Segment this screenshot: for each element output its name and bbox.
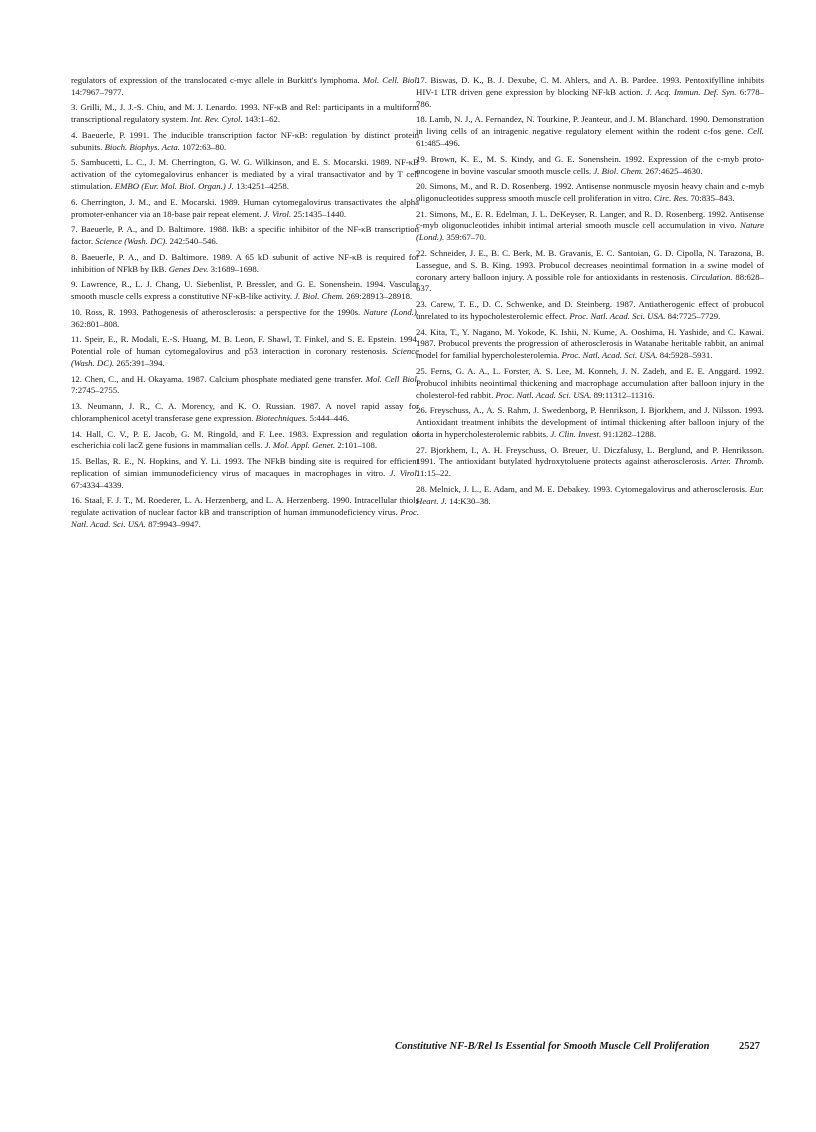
reference-journal: Proc. Natl. Acad. Sci. USA.	[495, 389, 592, 400]
reference-number: 10.	[71, 306, 82, 317]
reference-entry	[71, 224, 419, 248]
reference-journal: Cell.	[747, 126, 765, 137]
reference-journal: Bioch. Biophys. Acta.	[104, 141, 180, 152]
reference-text: regulators of expression of the translocated c-myc allele in Burkitt's lymphoma.	[71, 75, 360, 85]
reference-citation: 89:11312–11316.	[593, 389, 655, 400]
reference-citation: 67:4334–4339.	[71, 479, 124, 490]
reference-number: 6.	[71, 196, 78, 207]
reference-number: 28.	[416, 483, 427, 494]
reference-citation: 14:K30–38.	[449, 495, 491, 506]
reference-number: 22.	[416, 247, 427, 258]
reference-entry	[71, 197, 419, 221]
reference-citation: 6:778–786.	[416, 86, 764, 109]
reference-citation: 7:2745–2755.	[71, 385, 120, 396]
reference-text: Lamb, N. J., A. Fernandez, N. Tourkine, P. Jeanteur, and J. M. Blanchard. 1990. Demonstration in living cells of an intragenic negative regulatory element within the rodent c-fos gene.	[416, 114, 764, 137]
reference-citation: 84:7725–7729.	[667, 310, 721, 321]
reference-journal: J. Biol. Chem.	[294, 291, 345, 302]
reference-citation: 84:5928–5931.	[659, 350, 713, 361]
reference-text: Cherrington, J. M., and E. Mocarski. 1989. Human cytomegalovirus transactivates the alpha promoter-enhancer via an 18-base pair repeat element.	[71, 196, 419, 219]
reference-number: 16.	[71, 495, 82, 506]
reference-number: 5.	[71, 157, 78, 168]
reference-journal: EMBO (Eur. Mol. Biol. Organ.) J.	[114, 181, 234, 192]
reference-number: 24.	[416, 326, 427, 337]
reference-citation: 61:485–496.	[416, 138, 460, 149]
reference-number: 7.	[71, 224, 78, 235]
references-left-column	[71, 75, 419, 535]
reference-entry	[71, 75, 419, 99]
reference-number: 13.	[71, 401, 82, 412]
reference-citation: 91:1282–1288.	[603, 428, 657, 439]
reference-journal: Biotechniques.	[255, 412, 308, 423]
reference-text: Neumann, J. R., C. A. Morency, and K. O. Russian. 1987. A novel rapid assay for chloramphenicol acetyl transferase gene expression.	[71, 401, 420, 423]
reference-entry	[71, 374, 419, 398]
reference-journal: J. Mol. Appl. Genet.	[264, 440, 336, 451]
reference-journal: Arter. Thromb.	[711, 456, 764, 467]
reference-number: 27.	[416, 444, 427, 455]
reference-text: Grilli, M., J. J.-S. Chiu, and M. J. Lenardo. 1993. NF-κB and Rel: participants in a multiform transcriptional regulatory system.	[71, 102, 420, 125]
reference-entry	[416, 405, 764, 441]
reference-citation: 3:1689–1698.	[210, 263, 259, 274]
reference-text: Simons, M., E. R. Edelman, J. L. DeKeyser, R. Langer, and R. D. Rosenberg. 1992. Antisense c-myb oligonucleotides inhibit intimal arterial smooth muscle cell accumulation in vivo.	[416, 208, 764, 231]
reference-journal: Nature (Lond.).	[416, 220, 765, 243]
reference-text: Melnick, J. L., E. Adam, and M. E. Debakey. 1993. Cytomegalovirus and atherosclerosis.	[429, 483, 748, 494]
reference-entry	[416, 299, 764, 323]
reference-citation: 242:540–546.	[169, 236, 218, 247]
reference-journal: Circulation.	[690, 271, 733, 282]
reference-entry	[71, 157, 419, 193]
reference-citation: 88:628–637.	[416, 271, 765, 294]
reference-journal: Genes Dev.	[168, 263, 209, 274]
reference-journal: J. Acq. Immun. Def. Syn.	[645, 86, 737, 97]
reference-entry	[416, 445, 764, 481]
page-footer	[395, 1040, 768, 1054]
reference-text: Hall, C. V., P. E. Jacob, G. M. Ringold, and F. Lee. 1983. Expression and regulation of escherichia coli lacZ gene fusions in mammalian cells.	[71, 428, 419, 451]
reference-citation: 25:1435–1440.	[293, 208, 347, 219]
reference-entry	[71, 401, 419, 425]
reference-text: Baeuerle, P. A., and D. Baltimore. 1989. A 65 kD subunit of active NF-κB is required for inhibition of NFkB by IkB.	[71, 251, 419, 274]
reference-number: 14.	[71, 428, 82, 439]
reference-entry	[71, 429, 419, 453]
reference-entry	[71, 102, 419, 126]
reference-journal: Science (Wash. DC).	[95, 236, 168, 247]
reference-journal: Proc. Natl. Acad. Sci. USA.	[569, 310, 666, 321]
reference-journal: Int. Rev. Cytol.	[190, 114, 243, 125]
reference-text: Simons, M., and R. D. Rosenberg. 1992. Antisense nonmuscle myosin heavy chain and c-myb oligonucleotides suppress smooth muscle cell proliferation in vitro.	[416, 181, 764, 203]
reference-text: Baeuerle, P. 1991. The inducible transcription factor NF-κB: regulation by distinct protein subunits.	[71, 129, 419, 152]
reference-entry	[416, 484, 764, 508]
reference-text: Lawrence, R., L. J. Chang, U. Siebenlist, P. Bressler, and G. E. Sonenshein. 1994. Vascular smooth muscle cells express a constitutive NF-κB-like activity.	[71, 279, 419, 302]
reference-number: 23.	[416, 299, 427, 310]
reference-citation: 13:4251–4258.	[236, 181, 289, 192]
reference-entry	[416, 209, 764, 245]
reference-citation: 2:101–108.	[337, 440, 378, 451]
reference-number: 18.	[416, 114, 427, 125]
reference-citation: 5:444–446.	[309, 412, 350, 423]
page-number: 2527	[739, 1041, 760, 1052]
reference-text: Freyschuss, A., A. S. Rahm, J. Swedenborg, P. Henrikson, I. Bjorkhem, and J. Nilsson. 1993. Antioxidant treatment inhibits the development of intimal thickening after balloon injury of the aorta in hypercholesterolemic rabbits.	[416, 405, 764, 439]
reference-journal: Proc. Natl. Acad. Sci. USA.	[561, 350, 658, 361]
reference-entry	[71, 252, 419, 276]
reference-number: 17.	[416, 75, 427, 85]
reference-number: 15.	[71, 455, 82, 466]
reference-text: Staal, F. J. T., M. Roederer, L. A. Herzenberg, and L. A. Herzenberg. 1990. Intracellular thiols regulate activation of nuclear factor kB and transcription of human immunodeficiency virus.	[71, 495, 420, 518]
reference-number: 11.	[71, 334, 82, 345]
reference-text: Ross, R. 1993. Pathogenesis of atherosclerosis: a perspective for the 1990s.	[85, 306, 361, 317]
reference-number: 12.	[71, 373, 82, 384]
reference-journal: Mol. Cell. Biol.	[362, 75, 420, 85]
reference-citation: 359:67–70.	[446, 232, 487, 243]
reference-number: 8.	[71, 251, 78, 262]
reference-entry	[71, 495, 419, 531]
reference-entry	[416, 75, 764, 111]
reference-citation: 87:9943–9947.	[148, 519, 201, 529]
reference-journal: Proc. Natl. Acad. Sci. USA.	[71, 507, 420, 529]
reference-citation: 143:1–62.	[244, 114, 281, 125]
reference-entry	[71, 130, 419, 154]
reference-citation: 269:28913–28918.	[346, 291, 413, 302]
reference-text: Sambucetti, L. C., J. M. Cherrington, G. W. G. Wilkinson, and E. S. Mocarski. 1989. NF-κB activation of the cytomegalovirus enhancer is mediated by a viral transactivator and by T cell stimulation.	[71, 157, 419, 192]
reference-number: 21.	[416, 208, 427, 219]
reference-entry	[71, 279, 419, 303]
reference-entry	[71, 307, 419, 331]
references-right-column	[416, 75, 764, 511]
reference-citation: 70:835–843.	[690, 192, 735, 203]
reference-journal: J. Clin. Invest.	[550, 428, 602, 439]
reference-citation: 11:15–22.	[416, 468, 451, 479]
reference-text: Chen, C., and H. Okayama. 1987. Calcium phosphate mediated gene transfer.	[84, 373, 363, 384]
reference-entry	[416, 327, 764, 363]
reference-text: Kita, T., Y. Nagano, M. Yokode, K. Ishii, N. Kume, A. Ooshima, H. Yashide, and C. Kawai. 1987. Probucol prevents the progression of atherosclerosis in Watanabe heritable rabbit, an animal model for familial hypercholesterolemia.	[416, 326, 764, 361]
reference-number: 20.	[416, 181, 427, 192]
reference-journal: Nature (Lond.).	[363, 306, 419, 317]
reference-text: Carew, T. E., D. C. Schwenke, and D. Steinberg. 1987. Antiatherogenic effect of probucol unrelated to its hypocholesterolemic effect.	[416, 299, 765, 321]
reference-journal: Eur. Heart. J.	[416, 483, 765, 506]
reference-journal: J. Virol.	[263, 208, 292, 219]
running-title: Constitutive NF-B/Rel Is Essential for Smooth Muscle Cell Proliferation	[395, 1041, 710, 1052]
reference-entry	[416, 114, 764, 150]
reference-citation: 267:4625–4630.	[645, 165, 703, 176]
reference-number: 26.	[416, 405, 427, 416]
reference-entry	[416, 366, 764, 402]
reference-number: 19.	[416, 153, 427, 164]
reference-text: Schneider, J. E., B. C. Berk, M. B. Gravanis, E. C. Santoian, G. D. Cipolla, N. Tarazona, B. Lassegue, and S. B. King. 1993. Probucol decreases neointimal formation in a swine model of coronary artery balloon injury. A possible role for antioxidants in restenosis.	[416, 247, 765, 282]
reference-entry	[71, 334, 419, 370]
reference-text: Brown, K. E., M. S. Kindy, and G. E. Sonenshein. 1992. Expression of the c-myb proto-oncogene in bovine vascular smooth muscle cells.	[416, 153, 765, 176]
reference-number: 3.	[71, 102, 78, 113]
reference-text: Biswas, D. K., B. J. Dexube, C. M. Ahlers, and A. B. Pardee. 1993. Pentoxifylline inhibits HIV-1 LTR driven gene expression by blocking NF-kB action.	[416, 75, 765, 97]
reference-citation: 14:7967–7977.	[71, 86, 124, 97]
reference-text: Bjorkhem, I., A. H. Freyschuss, O. Breuer, U. Diczfalusy, L. Berglund, and P. Henriksson. 1991. The antioxidant butylated hydroxytoluene protects against atherosclerosis.	[416, 444, 765, 467]
reference-number: 9.	[71, 279, 78, 290]
reference-text: Baeuerle, P. A., and D. Baltimore. 1988. IkB: a specific inhibitor of the NF-κB transcription factor.	[71, 224, 419, 247]
reference-journal: J. Biol. Chem.	[593, 165, 644, 176]
reference-journal: J. Virol.	[389, 467, 419, 478]
reference-citation: 265:391–394.	[116, 357, 165, 368]
reference-entry	[416, 181, 764, 205]
reference-text: Bellas, R. E., N. Hopkins, and Y. Li. 1993. The NFkB binding site is required for efficient replication of simian immunodeficiency virus of macaques in macrophages in vitro.	[71, 455, 420, 478]
reference-journal: Science (Wash. DC).	[71, 346, 420, 368]
reference-entry	[416, 154, 764, 178]
reference-entry	[71, 456, 419, 492]
reference-text: Speir, E., R. Modali, E.-S. Huang, M. B. Leon, F. Shawl, T. Finkel, and S. E. Epstein. 1994. Potential role of human cytomegalovirus and p53 interaction in coronary restenosis.	[71, 334, 420, 357]
reference-entry	[416, 248, 764, 295]
reference-number: 4.	[71, 129, 78, 140]
reference-text: Ferns, G. A. A., L. Forster, A. S. Lee, M. Konneh, J. N. Zadeh, and E. E. Anggard. 1992. Probucol inhibits neointimal thickening and macrophage accumulation after balloon injury in the cholesterol-fed rabbit.	[416, 365, 765, 400]
reference-citation: 362:801–808.	[71, 318, 120, 329]
reference-journal: Circ. Res.	[653, 192, 689, 203]
reference-citation: 1072:63–80.	[182, 141, 227, 152]
reference-journal: Mol. Cell Biol.	[365, 373, 420, 384]
reference-number: 25.	[416, 365, 427, 376]
